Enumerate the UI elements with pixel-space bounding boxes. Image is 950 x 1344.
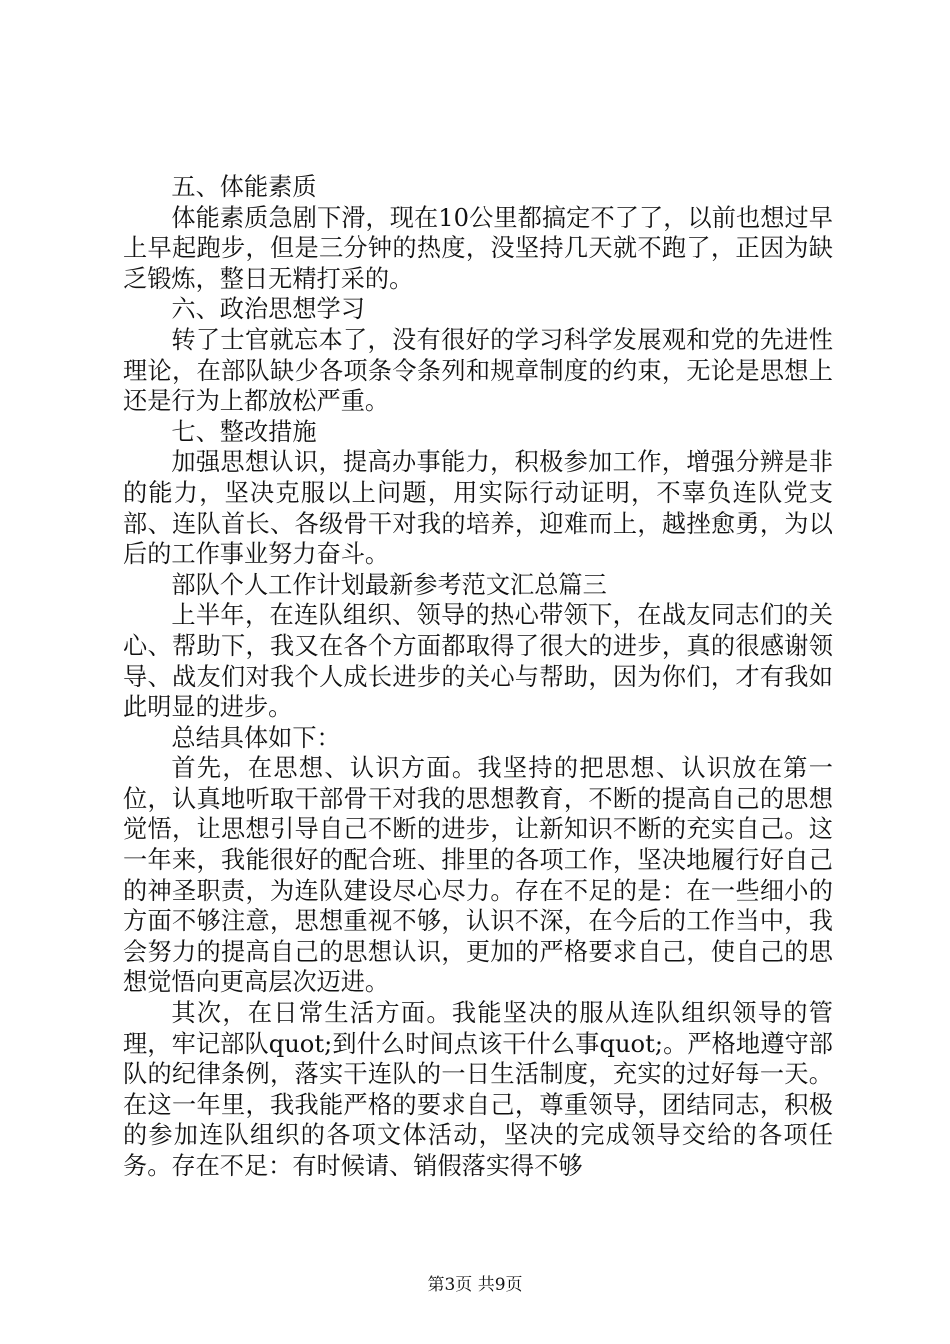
section-heading-political-study: 六、政治思想学习 <box>171 295 365 324</box>
paragraph-intro: 上半年，在连队组织、领导的热心带领下，在战友同志们的关心、帮助下，我又在各个方面都取得了很大的进步，真的很感谢领导、战友们对我个人成长进步的关心与帮助，因为你们，才有我如此明显的进步。 <box>123 601 833 722</box>
document-body <box>123 172 833 1182</box>
paragraph-measures: 加强思想认识，提高办事能力，积极参加工作，增强分辨是非的能力，坚决克服以上问题，用实际行动证明，不辜负连队党支部、连队首长、各级骨干对我的培养，迎难而上，越挫愈勇，为以后的工作事业努力奋斗。 <box>123 448 833 569</box>
section-heading-measures: 七、整改措施 <box>171 417 317 446</box>
paragraph-political-study: 转了士官就忘本了，没有很好的学习科学发展观和党的先进性理论，在部队缺少各项条令条列和规章制度的约束，无论是思想上还是行为上都放松严重。 <box>123 325 833 416</box>
paragraph-summary-lead: 总结具体如下： <box>171 723 341 752</box>
article-title: 部队个人工作计划最新参考范文汇总篇三 <box>171 570 607 599</box>
paragraph-daily-life: 其次，在日常生活方面。我能坚决的服从连队组织领导的管理，牢记部队quot;到什么时间点该干什么事quot;。严格地遵守部队的纪律条例，落实干连队的一日生活制度，充实的过好每一天。在这一年里，我我能严格的要求自己，尊重领导，团结同志，积极的参加连队组织的各项文体活动，坚决的完成领导交给的各项任务。存在不足：有时候请、销假落实得不够 <box>123 999 833 1180</box>
paragraph-thought: 首先，在思想、认识方面。我坚持的把思想、认识放在第一位，认真地听取干部骨干对我的思想教育，不断的提高自己的思想觉悟，让思想引导自己不断的进步，让新知识不断的充实自己。这一年来，我能很好的配合班、排里的各项工作，坚决地履行好自己的神圣职责，为连队建设尽心尽力。存在不足的是：在一些细小的方面不够注意，思想重视不够，认识不深，在今后的工作当中，我会努力的提高自己的思想认识，更加的严格要求自己，使自己的思想觉悟向更高层次迈进。 <box>123 754 833 997</box>
section-heading-fitness: 五、体能素质 <box>171 173 317 201</box>
page-number-footer: 第3页 共9页 <box>427 1275 523 1295</box>
paragraph-fitness: 体能素质急剧下滑，现在10公里都搞定不了了，以前也想过早上早起跑步，但是三分钟的热度，没坚持几天就不跑了，正因为缺乏锻炼，整日无精打采的。 <box>123 203 833 293</box>
